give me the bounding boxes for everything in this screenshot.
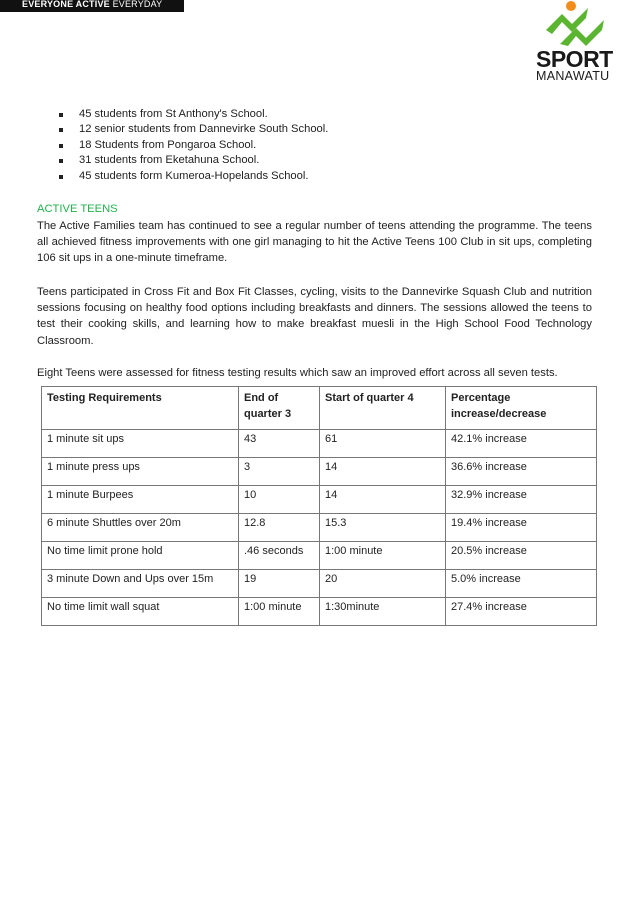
table-row [42,514,597,542]
logo-text-sport: SPORT [536,46,613,72]
list-item: 45 students from St Anthony's School. [58,107,328,122]
table-row [42,570,597,598]
table-cell: 14 [320,486,446,514]
paragraph: The Active Families team has continued to see a regular number of teens attending the programme. The teens all achieved fitness improvements with one girl managing to hit the Active Teens 100 Club in sit ups, completing 106 sit ups in a one-minute timeframe. [37,220,592,265]
table-cell: 1:00 minute [320,542,446,570]
table-row [42,430,597,458]
table-cell: 14 [320,458,446,486]
sport-manawatu-logo [530,0,625,90]
table-cell: 3 [239,458,320,486]
tagline-light: EVERYDAY [112,0,163,9]
table-cell: .46 seconds [239,542,320,570]
table-cell: 5.0% increase [446,570,597,598]
tagline-bold: EVERYONE ACTIVE [22,0,110,9]
table-cell: 1 minute sit ups [42,430,239,458]
list-item: 12 senior students from Dannevirke South School. [58,122,328,137]
list-item: 31 students from Eketahuna School. [58,153,328,168]
table-cell: 42.1% increase [446,430,597,458]
list-item: 45 students form Kumeroa-Hopelands School. [58,169,328,184]
paragraph: Teens participated in Cross Fit and Box Fit Classes, cycling, visits to the Dannevirke Squash Club and nutrition sessions focusing on healthy food options including breakfasts and dinners. The sessions allowed the teens to test their cooking skills, and learning how to make breakfast muesli in the High School Food Technology Classroom. [37,286,592,347]
table-cell: 32.9% increase [446,486,597,514]
table-cell: 3 minute Down and Ups over 15m [42,570,239,598]
table-cell: 19 [239,570,320,598]
table-cell: 1 minute Burpees [42,486,239,514]
table-cell: 43 [239,430,320,458]
table-header-row [42,387,597,430]
logo-figure-icon [542,0,612,48]
column-header: Start of quarter 4 [320,387,446,430]
column-header: Testing Requirements [42,387,239,430]
table-row [42,542,597,570]
table-cell: 20.5% increase [446,542,597,570]
table-cell: 61 [320,430,446,458]
table-cell: 10 [239,486,320,514]
table-row [42,458,597,486]
table-row [42,598,597,626]
table-cell: No time limit wall squat [42,598,239,626]
column-header: End of quarter 3 [239,387,320,430]
table-cell: 1:00 minute [239,598,320,626]
table-cell: 1:30minute [320,598,446,626]
table-row [42,486,597,514]
header-tagline-bar [0,0,184,12]
table-cell: 20 [320,570,446,598]
table-cell: No time limit prone hold [42,542,239,570]
fitness-results-table [41,386,597,626]
paragraph: Eight Teens were assessed for fitness testing results which saw an improved effort across all seven tests. [37,367,558,379]
logo-text-manawatu: MANAWATU [536,69,610,83]
list-item: 18 Students from Pongaroa School. [58,138,328,153]
table-cell: 27.4% increase [446,598,597,626]
table-cell: 12.8 [239,514,320,542]
section-heading: ACTIVE TEENS [37,203,118,215]
table-cell: 1 minute press ups [42,458,239,486]
table-cell: 15.3 [320,514,446,542]
table-cell: 6 minute Shuttles over 20m [42,514,239,542]
school-list [58,107,328,184]
table-cell: 19.4% increase [446,514,597,542]
column-header: Percentage increase/decrease [446,387,597,430]
table-cell: 36.6% increase [446,458,597,486]
